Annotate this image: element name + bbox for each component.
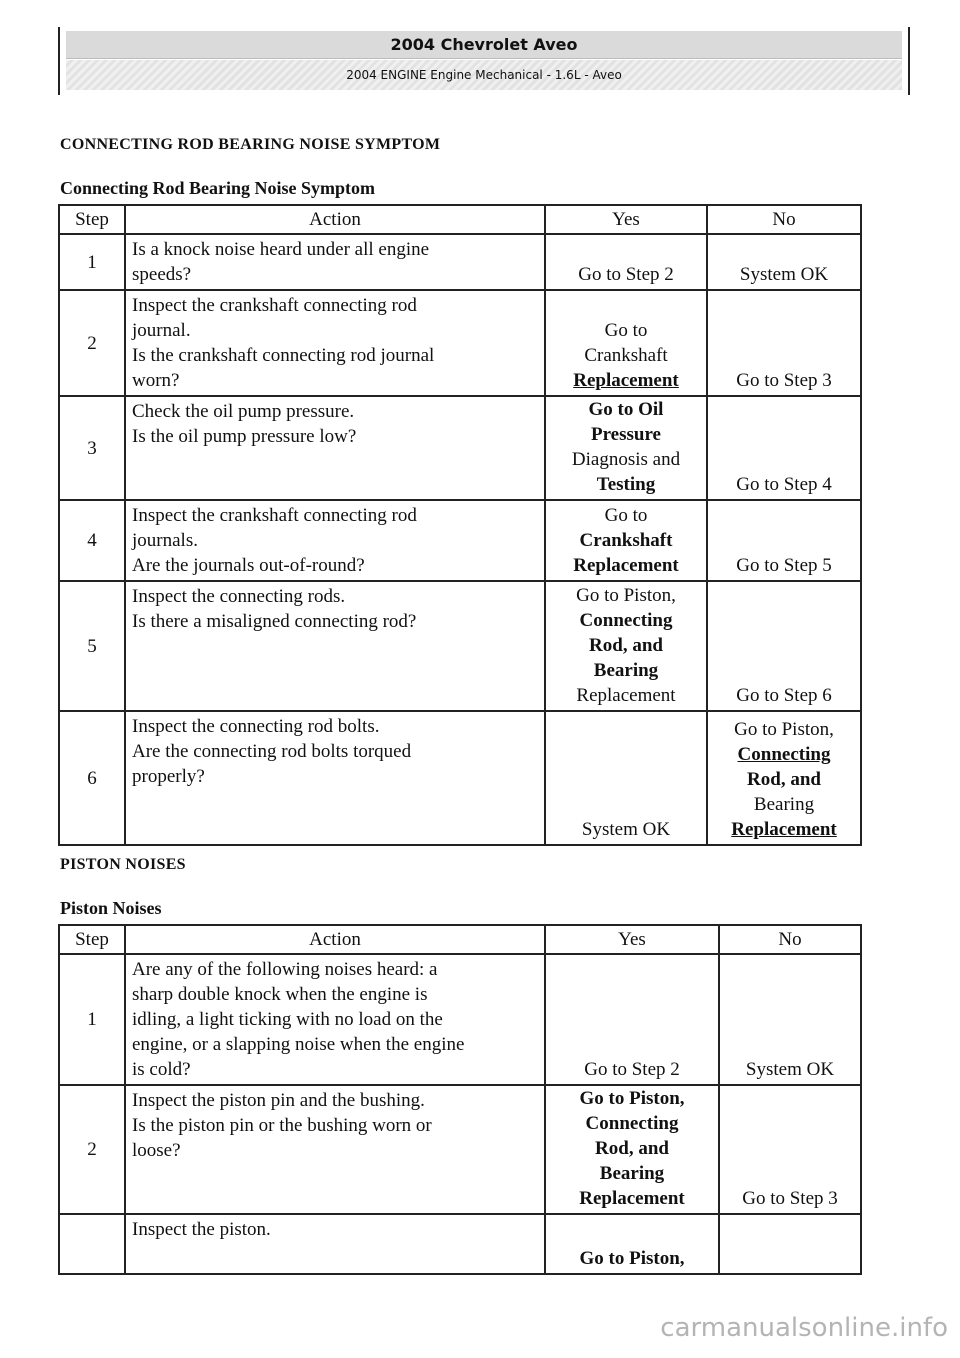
no-result-line: Go to Step 3 — [742, 1188, 838, 1209]
no-result-line: System OK — [739, 264, 829, 285]
yes-result-line: Bearing — [593, 660, 659, 681]
no-result-line: Bearing — [753, 794, 815, 815]
action-cell — [125, 954, 545, 1085]
no-result-line: System OK — [745, 1059, 835, 1080]
reference-link[interactable]: Replacement — [573, 370, 679, 391]
yes-result-cell — [545, 711, 707, 845]
watermark: carmanualsonline.info — [660, 1313, 948, 1343]
no-result-line: Go to Step 6 — [736, 685, 832, 706]
table-row — [59, 1214, 861, 1274]
yes-result-cell — [545, 500, 707, 581]
yes-result-line: Go to Oil — [588, 399, 664, 420]
piston-noises-table — [58, 924, 862, 1275]
yes-result-cell — [545, 1214, 719, 1274]
no-result-line: Go to Step 3 — [736, 370, 832, 391]
step-number: 4 — [59, 500, 125, 581]
yes-result-line: Replacement — [576, 685, 676, 706]
column-header-step: Step — [59, 925, 125, 954]
action-line: speeds? — [132, 264, 192, 285]
reference-link[interactable]: Connecting — [737, 744, 831, 765]
table-caption-connecting-rod: Connecting Rod Bearing Noise Symptom — [60, 178, 376, 198]
yes-result-cell — [545, 581, 707, 711]
page-header — [58, 27, 910, 95]
yes-result-cell — [545, 954, 719, 1085]
yes-result-line: Go to Piston, — [579, 1088, 685, 1109]
step-number: 2 — [59, 1085, 125, 1214]
yes-result-line: Rod, and — [589, 635, 663, 656]
action-cell — [125, 581, 545, 711]
yes-result-line: Rod, and — [595, 1138, 669, 1159]
no-result-cell — [707, 500, 861, 581]
yes-result-line: Go to — [604, 320, 648, 341]
column-header-no: No — [707, 205, 861, 234]
yes-result-cell — [545, 1085, 719, 1214]
no-result-line: Rod, and — [747, 769, 821, 790]
action-line: Is the crankshaft connecting rod journal — [132, 345, 435, 366]
yes-result-line: Testing — [596, 474, 656, 495]
table-header-row — [59, 205, 861, 234]
action-line: Is the oil pump pressure low? — [132, 426, 357, 447]
table-row — [59, 234, 861, 290]
column-header-no: No — [719, 925, 861, 954]
action-line: Inspect the connecting rod bolts. — [132, 716, 380, 737]
column-header-action: Action — [125, 925, 545, 954]
step-number: 5 — [59, 581, 125, 711]
action-line: Is the piston pin or the bushing worn or — [132, 1115, 432, 1136]
action-cell — [125, 1085, 545, 1214]
action-cell — [125, 500, 545, 581]
action-cell — [125, 396, 545, 500]
action-line: engine, or a slapping noise when the engine — [132, 1034, 465, 1055]
no-result-cell — [719, 1085, 861, 1214]
action-line: Inspect the connecting rods. — [132, 586, 346, 607]
no-result-cell — [707, 234, 861, 290]
yes-result-line: Connecting — [579, 610, 673, 631]
step-number — [59, 1214, 125, 1274]
yes-result-line: Diagnosis and — [571, 449, 681, 470]
document-title: 2004 Chevrolet Aveo — [66, 31, 902, 59]
action-line: loose? — [132, 1140, 181, 1161]
yes-result-line: Go to — [604, 505, 648, 526]
yes-result-line: Connecting — [585, 1113, 679, 1134]
table-row — [59, 290, 861, 396]
table-row — [59, 500, 861, 581]
connecting-rod-noise-table — [58, 204, 862, 846]
column-header-step: Step — [59, 205, 125, 234]
no-result-cell — [719, 1214, 861, 1274]
yes-result-cell — [545, 396, 707, 500]
action-line: Are the journals out-of-round? — [132, 555, 365, 576]
yes-result-line: Go to Piston, — [579, 1248, 685, 1269]
table-row — [59, 1085, 861, 1214]
no-result-line: Go to Piston, — [734, 719, 834, 740]
no-result-line: Go to Step 4 — [736, 474, 832, 495]
action-line: Are any of the following noises heard: a — [132, 959, 438, 980]
yes-result-line: Go to Piston, — [576, 585, 676, 606]
no-result-cell — [707, 581, 861, 711]
step-number: 6 — [59, 711, 125, 845]
step-number: 3 — [59, 396, 125, 500]
yes-result-line: Crankshaft — [584, 345, 668, 366]
yes-result-line: Go to Step 2 — [578, 264, 674, 285]
no-result-cell — [719, 954, 861, 1085]
yes-result-line: System OK — [581, 819, 671, 840]
action-cell — [125, 711, 545, 845]
action-line: journal. — [132, 320, 191, 341]
table-row — [59, 954, 861, 1085]
action-cell — [125, 1214, 545, 1274]
table-row — [59, 581, 861, 711]
table-row — [59, 711, 861, 845]
action-line: Inspect the piston pin and the bushing. — [132, 1090, 425, 1111]
section-title-piston-noises: PISTON NOISES — [60, 856, 186, 873]
action-line: Check the oil pump pressure. — [132, 401, 355, 422]
yes-result-line: Go to Step 2 — [584, 1059, 680, 1080]
action-cell — [125, 290, 545, 396]
action-line: Are the connecting rod bolts torqued — [132, 741, 412, 762]
piston-table-clip — [0, 924, 960, 1269]
no-result-line: Go to Step 5 — [736, 555, 832, 576]
step-number: 1 — [59, 954, 125, 1085]
column-header-yes: Yes — [545, 205, 707, 234]
no-result-cell — [707, 396, 861, 500]
no-result-cell — [707, 711, 861, 845]
reference-link[interactable]: Replacement — [731, 819, 837, 840]
action-line: sharp double knock when the engine is — [132, 984, 428, 1005]
action-line: properly? — [132, 766, 205, 787]
action-line: Inspect the crankshaft connecting rod — [132, 295, 417, 316]
section-title-connecting-rod: CONNECTING ROD BEARING NOISE SYMPTOM — [60, 136, 441, 153]
no-result-cell — [707, 290, 861, 396]
action-line: Is a knock noise heard under all engine — [132, 239, 430, 260]
table-caption-piston-noises: Piston Noises — [60, 898, 162, 918]
table-row — [59, 396, 861, 500]
step-number: 1 — [59, 234, 125, 290]
yes-result-cell — [545, 290, 707, 396]
action-line: journals. — [132, 530, 198, 551]
action-line: Is there a misaligned connecting rod? — [132, 611, 417, 632]
column-header-action: Action — [125, 205, 545, 234]
table-header-row — [59, 925, 861, 954]
yes-result-line: Replacement — [579, 1188, 685, 1209]
yes-result-line: Crankshaft — [579, 530, 673, 551]
document-subtitle: 2004 ENGINE Engine Mechanical - 1.6L - Aveo — [66, 60, 902, 90]
yes-result-line: Bearing — [599, 1163, 665, 1184]
action-line: Inspect the crankshaft connecting rod — [132, 505, 417, 526]
yes-result-line: Replacement — [573, 555, 679, 576]
action-cell — [125, 234, 545, 290]
action-line: idling, a light ticking with no load on the — [132, 1009, 443, 1030]
action-line: Inspect the piston. — [132, 1219, 271, 1240]
action-line: is cold? — [132, 1059, 191, 1080]
yes-result-cell — [545, 234, 707, 290]
yes-result-line: Pressure — [590, 424, 661, 445]
step-number: 2 — [59, 290, 125, 396]
action-line: worn? — [132, 370, 180, 391]
column-header-yes: Yes — [545, 925, 719, 954]
